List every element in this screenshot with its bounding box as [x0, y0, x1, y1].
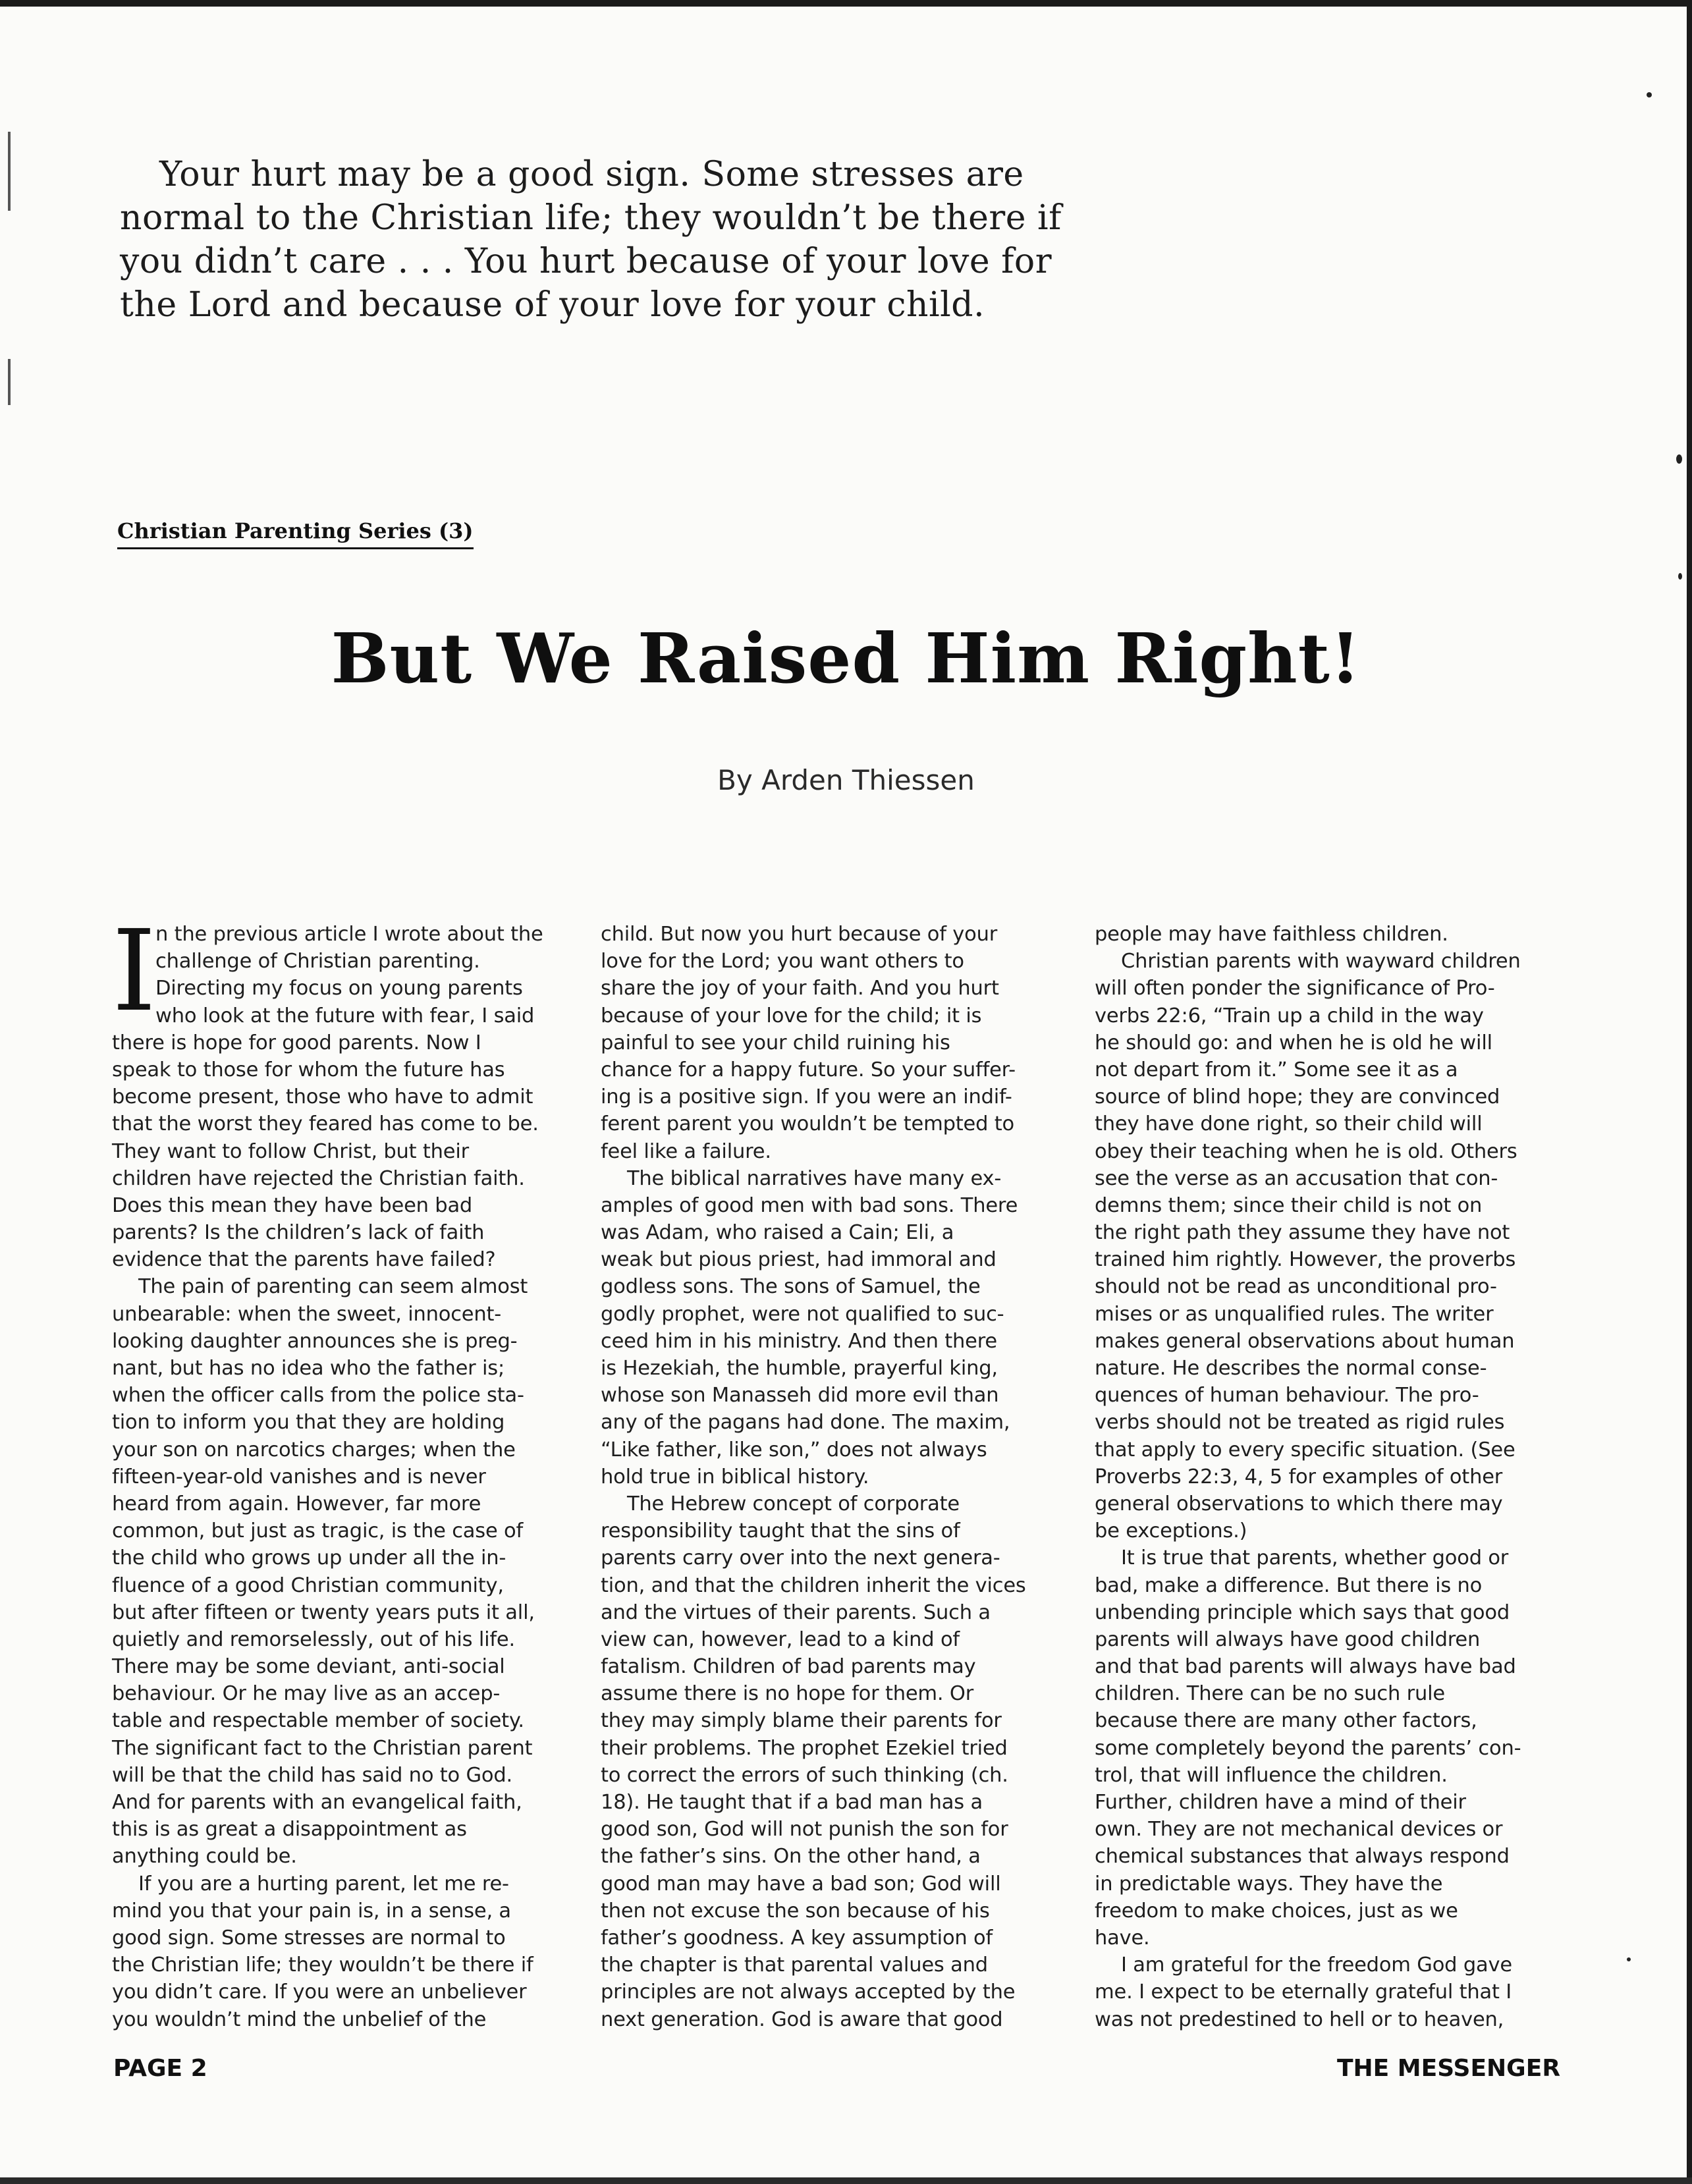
text-line: quences of human behaviour. The pro- — [1095, 1384, 1479, 1407]
text-line: be exceptions.) — [1095, 1519, 1247, 1543]
text-line: good sign. Some stresses are normal to — [112, 1926, 506, 1950]
scan-speck — [1678, 573, 1682, 580]
text-line: verbs 22:6, “Train up a child in the way — [1095, 1004, 1484, 1027]
text-line: this is as great a disappointment as — [112, 1818, 467, 1842]
text-line: love for the Lord; you want others to — [601, 950, 964, 973]
text-line: will often ponder the significance of Pro- — [1095, 977, 1495, 1000]
text-line: they may simply blame their parents for — [601, 1709, 1002, 1733]
text-line: you didn’t care. If you were an unbeliever — [112, 1980, 527, 2004]
text-line: verbs should not be treated as rigid rules — [1095, 1411, 1505, 1434]
text-line: Further, children have a mind of their — [1095, 1791, 1466, 1814]
text-line: the right path they assume they have not — [1095, 1221, 1510, 1245]
text-line: assume there is no hope for them. Or — [601, 1682, 974, 1706]
scan-mark — [8, 132, 11, 211]
text-line: I am grateful for the freedom God gave — [1121, 1953, 1512, 1977]
text-line: There may be some deviant, anti-social — [112, 1655, 505, 1679]
publication-name: THE MESSENGER — [1337, 2055, 1561, 2082]
text-line: fatalism. Children of bad parents may — [601, 1655, 976, 1679]
text-line: whose son Manasseh did more evil than — [601, 1384, 999, 1407]
text-line: good man may have a bad son; God will — [601, 1872, 1001, 1896]
text-line: evidence that the parents have failed? — [112, 1248, 496, 1272]
text-line: become present, those who have to admit — [112, 1085, 533, 1109]
text-line: the father’s sins. On the other hand, a — [601, 1845, 981, 1869]
text-line: challenge of Christian parenting. — [155, 950, 480, 973]
text-line: makes general observations about human — [1095, 1329, 1515, 1353]
article-column-1 — [112, 906, 566, 2033]
page-number: PAGE 2 — [113, 2055, 207, 2082]
text-line: there is hope for good parents. Now I — [112, 1031, 481, 1054]
text-line: painful to see your child ruining his — [601, 1031, 950, 1054]
byline: By Arden Thiessen — [717, 764, 975, 796]
text-line: principles are not always accepted by the — [601, 1980, 1016, 2004]
text-line: bad, make a difference. But there is no — [1095, 1573, 1483, 1597]
text-line: heard from again. However, far more — [112, 1492, 481, 1515]
text-line: mind you that your pain is, in a sense, a — [112, 1899, 511, 1923]
text-line: The significant fact to the Christian parent — [112, 1736, 533, 1760]
text-line: because there are many other factors, — [1095, 1709, 1477, 1733]
text-line: fluence of a good Christian community, — [112, 1573, 504, 1597]
text-line: own. They are not mechanical devices or — [1095, 1818, 1503, 1842]
scan-speck — [1676, 454, 1682, 464]
text-line: should not be read as unconditional pro- — [1095, 1275, 1497, 1299]
text-line: speak to those for whom the future has — [112, 1058, 505, 1081]
text-line: hold true in biblical history. — [601, 1465, 869, 1488]
text-line: parents will always have good children — [1095, 1627, 1481, 1651]
text-line: table and respectable member of society. — [112, 1709, 524, 1733]
text-line: weak but pious priest, had immoral and — [601, 1248, 996, 1272]
text-line: godless sons. The sons of Samuel, the — [601, 1275, 981, 1299]
text-line: people may have faithless children. — [1095, 923, 1448, 946]
text-line: unbearable: when the sweet, innocent- — [112, 1302, 502, 1326]
text-line: next generation. God is aware that good — [601, 2007, 1003, 2031]
article-column-3 — [1095, 921, 1549, 2033]
text-line: they have done right, so their child will — [1095, 1112, 1483, 1136]
text-line: anything could be. — [112, 1845, 297, 1869]
text-line: chemical substances that always respond — [1095, 1845, 1510, 1869]
text-line: the child who grows up under all the in- — [112, 1546, 506, 1570]
text-line: the chapter is that parental values and — [601, 1953, 988, 1977]
text-line: their problems. The prophet Ezekiel tried — [601, 1736, 1008, 1760]
text-line: that apply to every specific situation. (See — [1095, 1438, 1515, 1461]
text-line: looking daughter announces she is preg- — [112, 1329, 518, 1353]
text-line: ferent parent you wouldn’t be tempted to — [601, 1112, 1014, 1136]
text-line: n the previous article I wrote about the — [155, 923, 543, 946]
pull-quote-line: you didn’t care . . . You hurt because of your love for — [120, 242, 1052, 281]
text-line: your son on narcotics charges; when the — [112, 1438, 516, 1461]
text-line: The pain of parenting can seem almost — [138, 1275, 528, 1299]
text-line: children. There can be no such rule — [1095, 1682, 1445, 1706]
text-line: parents? Is the children’s lack of faith — [112, 1221, 485, 1245]
text-line: is Hezekiah, the humble, prayerful king, — [601, 1357, 998, 1380]
text-line: general observations to which there may — [1095, 1492, 1503, 1515]
text-line: ing is a positive sign. If you were an indif- — [601, 1085, 1012, 1109]
text-line: unbending principle which says that good — [1095, 1600, 1510, 1624]
text-line: the Christian life; they wouldn’t be there if — [112, 1953, 533, 1977]
text-line: that the worst they feared has come to be. — [112, 1112, 539, 1136]
scan-edge-bottom — [0, 2177, 1692, 2184]
text-line: source of blind hope; they are convinced — [1095, 1085, 1500, 1109]
text-line: was not predestined to hell or to heaven, — [1095, 2007, 1504, 2031]
text-line: children have rejected the Christian faith. — [112, 1166, 525, 1190]
text-line: then not excuse the son because of his — [601, 1899, 990, 1923]
text-line: They want to follow Christ, but their — [112, 1139, 469, 1163]
text-line: in predictable ways. They have the — [1095, 1872, 1443, 1896]
text-line: who look at the future with fear, I said — [155, 1004, 535, 1027]
text-line: some completely beyond the parents’ con- — [1095, 1736, 1521, 1760]
text-line: amples of good men with bad sons. There — [601, 1193, 1018, 1217]
text-line: It is true that parents, whether good or — [1121, 1546, 1509, 1570]
text-line: good son, God will not punish the son for — [601, 1818, 1008, 1842]
text-line: freedom to make choices, just as we — [1095, 1899, 1458, 1923]
text-line: trained him rightly. However, the proverbs — [1095, 1248, 1516, 1272]
text-line: demns them; since their child is not on — [1095, 1193, 1483, 1217]
text-line: trol, that will influence the children. — [1095, 1763, 1448, 1787]
text-line: If you are a hurting parent, let me re- — [138, 1872, 509, 1896]
text-line: and the virtues of their parents. Such a — [601, 1600, 991, 1624]
pull-quote-line: Your hurt may be a good sign. Some stresses are — [159, 155, 1024, 194]
text-line: any of the pagans had done. The maxim, — [601, 1411, 1010, 1434]
text-line: common, but just as tragic, is the case of — [112, 1519, 523, 1543]
text-line: view can, however, lead to a kind of — [601, 1627, 960, 1651]
text-line: will be that the child has said no to God. — [112, 1763, 513, 1787]
text-line: fifteen-year-old vanishes and is never — [112, 1465, 486, 1488]
text-line: The biblical narratives have many ex- — [627, 1166, 1002, 1190]
scan-speck — [1627, 1957, 1631, 1961]
article-title: But We Raised Him Right! — [331, 618, 1361, 699]
text-line: mises or as unqualified rules. The writer — [1095, 1302, 1494, 1326]
text-line: ceed him in his ministry. And then there — [601, 1329, 997, 1353]
text-line: Does this mean they have been bad — [112, 1193, 473, 1217]
text-line: you wouldn’t mind the unbelief of the — [112, 2007, 487, 2031]
text-line: The Hebrew concept of corporate — [627, 1492, 960, 1515]
article-column-2 — [601, 921, 1055, 2033]
text-line: he should go: and when he is old he will — [1095, 1031, 1492, 1054]
text-line: father’s goodness. A key assumption of — [601, 1926, 993, 1950]
scan-mark — [8, 359, 11, 405]
text-line: tion to inform you that they are holding — [112, 1411, 505, 1434]
text-line: “Like father, like son,” does not always — [601, 1438, 987, 1461]
text-line: obey their teaching when he is old. Others — [1095, 1139, 1517, 1163]
text-line: chance for a happy future. So your suffer- — [601, 1058, 1016, 1081]
scan-edge-top — [0, 0, 1692, 7]
pull-quote-line: the Lord and because of your love for your child. — [120, 285, 985, 325]
text-line: was Adam, who raised a Cain; Eli, a — [601, 1221, 954, 1245]
text-line: share the joy of your faith. And you hurt — [601, 977, 999, 1000]
pull-quote — [120, 153, 1108, 327]
scan-speck — [1647, 92, 1652, 97]
text-line: responsibility taught that the sins of — [601, 1519, 960, 1543]
text-line: tion, and that the children inherit the vices — [601, 1573, 1026, 1597]
text-line: nant, but has no idea who the father is; — [112, 1357, 505, 1380]
scan-edge-right — [1687, 0, 1692, 2184]
text-line: behaviour. Or he may live as an accep- — [112, 1682, 501, 1706]
text-line: quietly and remorselessly, out of his life. — [112, 1627, 515, 1651]
drop-cap: I — [112, 906, 156, 1037]
text-line: because of your love for the child; it is — [601, 1004, 982, 1027]
text-line: not depart from it.” Some see it as a — [1095, 1058, 1458, 1081]
text-line: and that bad parents will always have bad — [1095, 1655, 1516, 1679]
text-line: godly prophet, were not qualified to suc- — [601, 1302, 1004, 1326]
text-line: child. But now you hurt because of your — [601, 923, 998, 946]
pull-quote-line: normal to the Christian life; they wouldn’t be there if — [120, 198, 1062, 238]
text-line: 18). He taught that if a bad man has a — [601, 1791, 983, 1814]
text-line: parents carry over into the next genera- — [601, 1546, 1000, 1570]
text-line: me. I expect to be eternally grateful that I — [1095, 1980, 1512, 2004]
text-line: see the verse as an accusation that con- — [1095, 1166, 1498, 1190]
text-line: to correct the errors of such thinking (ch. — [601, 1763, 1008, 1787]
text-line: feel like a failure. — [601, 1139, 771, 1163]
text-line: Proverbs 22:3, 4, 5 for examples of other — [1095, 1465, 1503, 1488]
text-line: Christian parents with wayward children — [1121, 950, 1521, 973]
text-line: And for parents with an evangelical faith, — [112, 1791, 522, 1814]
series-label: Christian Parenting Series (3) — [117, 518, 474, 549]
text-line: have. — [1095, 1926, 1150, 1950]
text-line: when the officer calls from the police sta- — [112, 1384, 524, 1407]
text-line: Directing my focus on young parents — [155, 977, 523, 1000]
text-line: but after fifteen or twenty years puts it all, — [112, 1600, 535, 1624]
text-line: nature. He describes the normal conse- — [1095, 1357, 1487, 1380]
